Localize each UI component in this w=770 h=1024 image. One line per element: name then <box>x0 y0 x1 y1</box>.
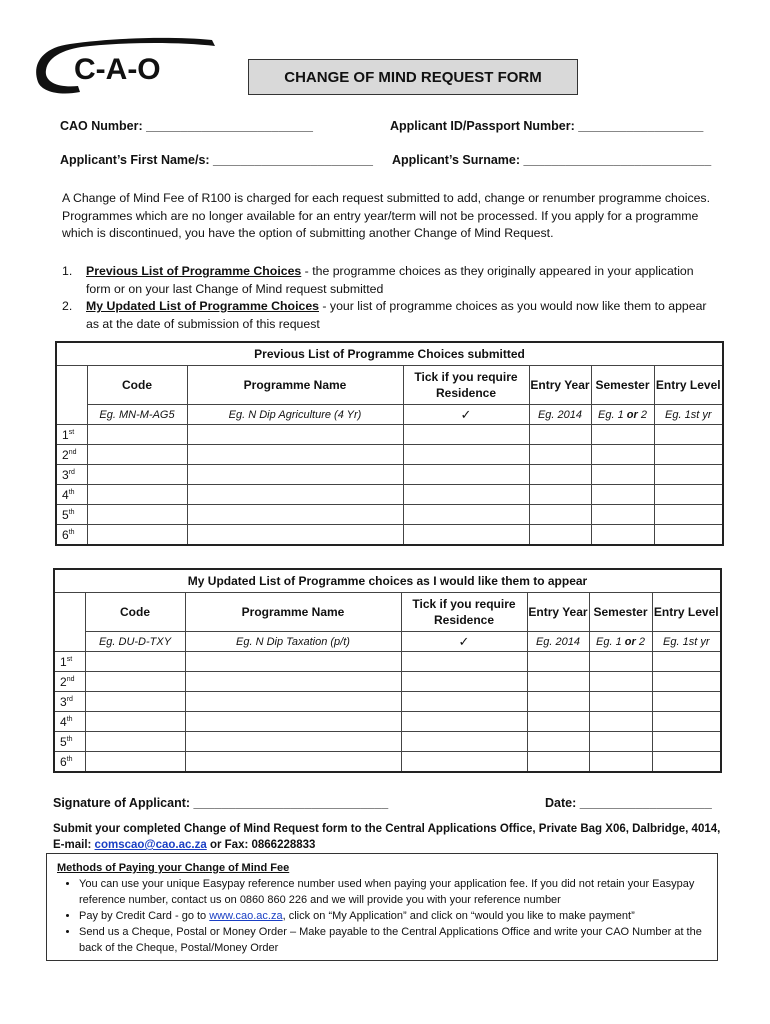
col-semester: Semester <box>591 366 654 405</box>
form-title: CHANGE OF MIND REQUEST FORM <box>248 59 578 95</box>
col-entry-year: Entry Year <box>527 593 589 632</box>
cao-logo <box>30 36 220 102</box>
col-semester: Semester <box>589 593 652 632</box>
row-ordinal: 4th <box>56 485 87 505</box>
list-text: - the programme choices as they originally appeared in your application form or on your last Change of Mind request submitted <box>86 264 694 296</box>
list-title: Previous List of Programme Choices <box>86 264 302 278</box>
list-item-previous <box>62 263 718 298</box>
example-name: Eg. N Dip Taxation (p/t) <box>185 632 401 652</box>
example-year: Eg. 2014 <box>527 632 589 652</box>
row-ordinal: 5th <box>56 505 87 525</box>
blank-cell <box>54 593 85 652</box>
row-ordinal: 6th <box>54 752 85 773</box>
check-icon: ✓ <box>403 405 529 425</box>
applicant-id-field[interactable]: Applicant ID/Passport Number: __________________ <box>390 119 704 133</box>
fax-text: or Fax: 0866228833 <box>206 839 316 851</box>
website-link[interactable]: www.cao.ac.za <box>209 910 283 922</box>
col-entry-level: Entry Level <box>652 593 721 632</box>
example-name: Eg. N Dip Agriculture (4 Yr) <box>187 405 403 425</box>
row-ordinal: 6th <box>56 525 87 546</box>
list-number: 2. <box>62 299 73 313</box>
row-ordinal: 2nd <box>54 672 85 692</box>
signature-field[interactable]: Signature of Applicant: ____________________________ <box>53 796 389 810</box>
table-row[interactable] <box>56 425 723 445</box>
col-code: Code <box>87 366 187 405</box>
table-heading: Previous List of Programme Choices submitted <box>56 342 723 366</box>
row-ordinal: 3rd <box>56 465 87 485</box>
table-row[interactable] <box>54 712 721 732</box>
col-entry-level: Entry Level <box>654 366 723 405</box>
table-row[interactable] <box>54 692 721 712</box>
previous-choices-table <box>55 341 724 546</box>
example-level: Eg. 1st yr <box>652 632 721 652</box>
submit-instructions: Submit your completed Change of Mind Request form to the Central Applications Office, Private Bag X06, Dalbridge, 4014, E-mail: comscao@cao.ac.za or Fax: 0866228833 <box>53 821 723 853</box>
intro-paragraph: A Change of Mind Fee of R100 is charged for each request submitted to add, change or renumber programme choices. Programmes which are no longer available for an entry year/term will not be processed. If you apply for a programme which is discontinued, you have the option of submitting another Change of Mind Request. <box>62 191 711 240</box>
example-code: Eg. DU-D-TXY <box>85 632 185 652</box>
table-row[interactable] <box>54 652 721 672</box>
list-item: • Pay by Credit Card - go to www.cao.ac.za, click on “My Application” and click on “would you like to make payment” <box>79 908 707 924</box>
col-residence: Tick if you require Residence <box>403 366 529 405</box>
col-programme-name: Programme Name <box>187 366 403 405</box>
payment-methods-box <box>46 853 718 961</box>
row-ordinal: 5th <box>54 732 85 752</box>
table-row[interactable] <box>54 732 721 752</box>
table-row[interactable] <box>56 445 723 465</box>
check-icon: ✓ <box>401 632 527 652</box>
table-row[interactable] <box>54 752 721 773</box>
table-row[interactable] <box>56 465 723 485</box>
table-row[interactable] <box>56 485 723 505</box>
example-level: Eg. 1st yr <box>654 405 723 425</box>
example-semester: Eg. 1 or 2 <box>589 632 652 652</box>
surname-field[interactable]: Applicant’s Surname: ___________________________ <box>392 153 712 167</box>
table-row[interactable] <box>56 505 723 525</box>
row-ordinal: 3rd <box>54 692 85 712</box>
cao-number-field[interactable]: CAO Number: ________________________ <box>60 119 313 133</box>
example-year: Eg. 2014 <box>529 405 591 425</box>
list-text: - your list of programme choices as you would now like them to appear as at the date of submission of this request <box>86 299 707 331</box>
blank-cell <box>56 366 87 425</box>
table-row[interactable] <box>56 525 723 546</box>
list-item-updated <box>62 298 718 333</box>
col-entry-year: Entry Year <box>529 366 591 405</box>
col-residence: Tick if you require Residence <box>401 593 527 632</box>
col-programme-name: Programme Name <box>185 593 401 632</box>
example-semester: Eg. 1 or 2 <box>591 405 654 425</box>
updated-choices-table <box>53 568 722 773</box>
example-code: Eg. MN-M-AG5 <box>87 405 187 425</box>
row-ordinal: 4th <box>54 712 85 732</box>
list-number: 1. <box>62 264 73 278</box>
date-field[interactable]: Date: ___________________ <box>545 796 712 810</box>
table-heading: My Updated List of Programme choices as I would like them to appear <box>54 569 721 593</box>
row-ordinal: 1st <box>54 652 85 672</box>
list-item: • Send us a Cheque, Postal or Money Order – Make payable to the Central Applications Office and write your CAO Number at the back of the Cheque, Postal/Money Order <box>79 924 707 956</box>
methods-heading: Methods of Paying your Change of Mind Fee <box>57 862 290 874</box>
row-ordinal: 1st <box>56 425 87 445</box>
row-ordinal: 2nd <box>56 445 87 465</box>
submit-line: Submit your completed Change of Mind Request form to the Central Applications Office, Private Bag X06, Dalbridge, 4014, <box>53 823 721 835</box>
first-name-field[interactable]: Applicant’s First Name/s: _______________________ <box>60 153 373 167</box>
logo-text: C-A-O <box>74 53 161 86</box>
list-item: • You can use your unique Easypay reference number used when paying your application fee. If you did not retain your Easypay reference number, contact us on 0860 860 226 and we will provide you with your reference number <box>79 876 707 908</box>
email-link[interactable]: comscao@cao.ac.za <box>94 839 207 851</box>
list-title: My Updated List of Programme Choices <box>86 299 319 313</box>
table-row[interactable] <box>54 672 721 692</box>
col-code: Code <box>85 593 185 632</box>
